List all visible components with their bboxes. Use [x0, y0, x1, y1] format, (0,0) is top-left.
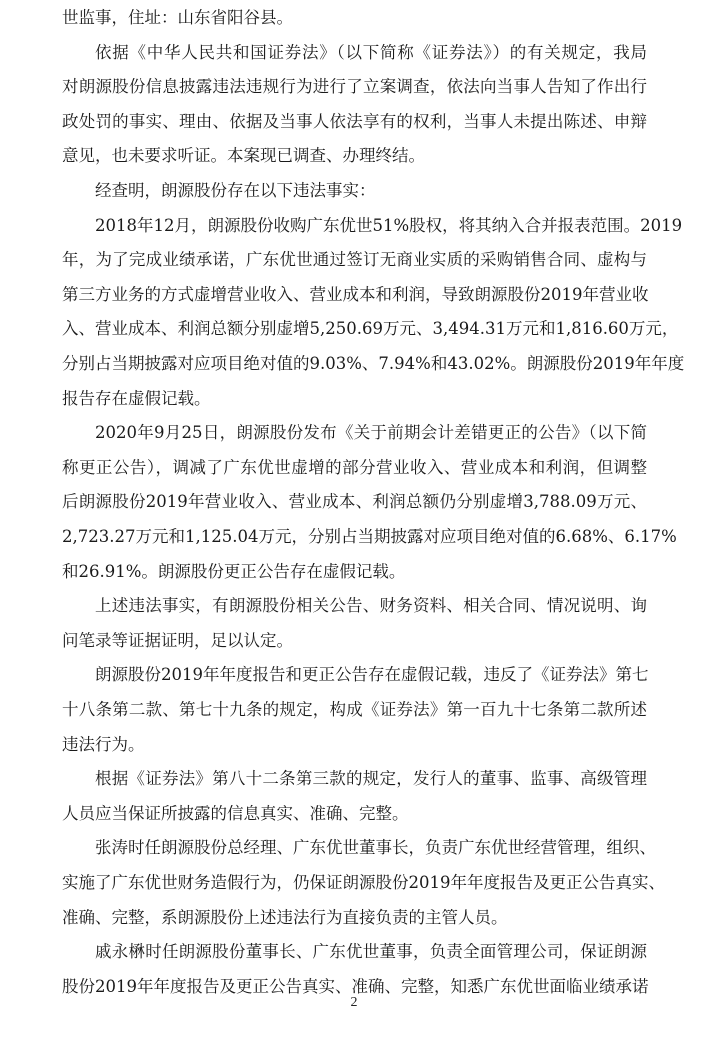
text-line: 依据《中华人民共和国证券法》（以下简称《证券法》）的有关规定，我局	[95, 42, 647, 62]
text-line: 股份2019年年度报告及更正公告真实、准确、完整，知悉广东优世面临业绩承诺	[62, 976, 649, 996]
text-line: 入、营业成本、利润总额分别虚增5,250.69万元、3,494.31万元和1,816.60万元，	[62, 319, 679, 339]
text-line: 张涛时任朗源股份总经理、广东优世董事长，负责广东优世经营管理，组织、	[95, 838, 656, 858]
text-line: 实施了广东优世财务造假行为，仍保证朗源股份2019年年度报告及更正公告真实、	[62, 873, 665, 892]
text-line: 2018年12月，朗源股份收购广东优世51%股权，将其纳入合并报表范围。2019	[95, 215, 683, 235]
text-line: 报告存在虚假记载。	[62, 388, 211, 408]
text-line: 分别占当期披露对应项目绝对值的9.03%、7.94%和43.02%。朗源股份2019年年度	[62, 354, 685, 373]
text-line: 2,723.27万元和1,125.04万元，分别占当期披露对应项目绝对值的6.68%、6.17%	[62, 527, 677, 546]
text-line: 人员应当保证所披露的信息真实、准确、完整。	[62, 803, 409, 823]
text-line: 世监事，住址：山东省阳谷县。	[62, 8, 293, 27]
text-line: 问笔录等证据证明，足以认定。	[62, 630, 293, 650]
text-line: 和26.91%。朗源股份更正公告存在虚假记载。	[62, 561, 406, 581]
text-line: 2020年9月25日，朗源股份发布《关于前期会计差错更正的公告》（以下简	[95, 423, 647, 443]
text-line: 根据《证券法》第八十二条第三款的规定，发行人的董事、监事、高级管理	[95, 769, 647, 789]
text-line: 第三方业务的方式虚增营业收入、营业成本和利润，导致朗源股份2019年营业收	[62, 284, 649, 304]
text-line: 政处罚的事实、理由、依据及当事人依法享有的权利，当事人未提出陈述、申辩	[62, 111, 647, 131]
text-line: 准确、完整，系朗源股份上述违法行为直接负责的主管人员。	[62, 907, 508, 927]
text-line: 后朗源股份2019年营业收入、营业成本、利润总额仍分别虚增3,788.09万元、	[62, 492, 647, 512]
text-line: 十八条第二款、第七十九条的规定，构成《证券法》第一百九十七条第二款所述	[62, 700, 647, 719]
text-line: 上述违法事实，有朗源股份相关公告、财务资料、相关合同、情况说明、询	[95, 596, 647, 616]
text-line: 经查明，朗源股份存在以下违法事实：	[95, 181, 376, 200]
text-line: 戚永楙时任朗源股份董事长、广东优世董事，负责全面管理公司，保证朗源	[95, 942, 647, 962]
text-line: 意见，也未要求听证。本案现已调查、办理终结。	[62, 146, 425, 166]
text-line: 对朗源股份信息披露违法违规行为进行了立案调查，依法向当事人告知了作出行	[62, 77, 647, 97]
page-number: 2	[350, 995, 358, 1010]
text-line: 年，为了完成业绩承诺，广东优世通过签订无商业实质的采购销售合同、虚构与	[62, 250, 647, 270]
text-line: 违法行为。	[62, 734, 145, 754]
text-line: 朗源股份2019年年度报告和更正公告存在虚假记载，违反了《证券法》第七	[95, 665, 649, 685]
text-line: 称更正公告），调减了广东优世虚增的部分营业收入、营业成本和利润，但调整	[62, 457, 647, 477]
